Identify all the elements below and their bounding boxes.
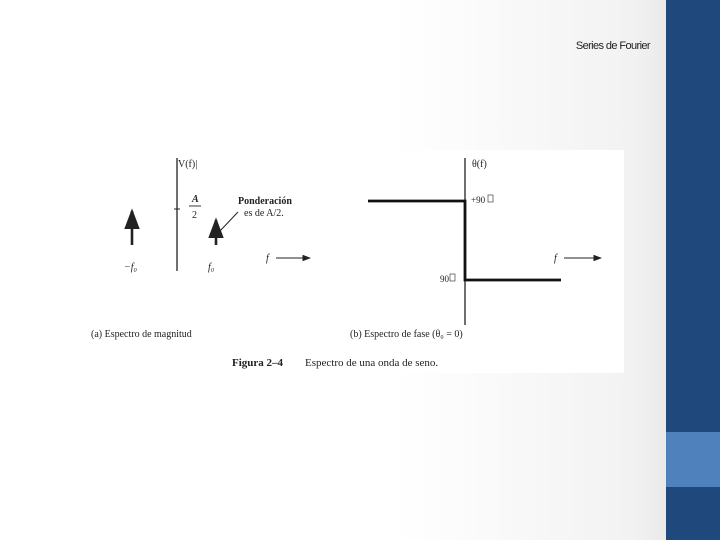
phase-step-trace (368, 201, 561, 280)
annotation-line-2: es de A/2. (244, 208, 284, 219)
phase-panel-title: (b) Espectro de fase (θ₀ = 0) (350, 329, 463, 340)
phase-spectrum-panel (350, 158, 601, 340)
magnitude-panel-title: (a) Espectro de magnitud (91, 329, 192, 340)
slide-title: Series de Fourier (575, 40, 650, 52)
missing-glyph-box (488, 195, 493, 202)
magnitude-x-label: f (266, 253, 269, 264)
phase-y-label: θ(f) (472, 159, 487, 170)
sidebar-accent-block (666, 432, 720, 487)
magnitude-spectrum-panel (91, 158, 310, 340)
weight-label-numerator: A (192, 194, 199, 205)
magnitude-y-label: |V(f)| (176, 159, 198, 170)
missing-glyph-box (450, 274, 455, 281)
annotation-pointer (219, 212, 238, 232)
figure-caption-text: Espectro de una onda de seno. (305, 357, 439, 369)
pos-frequency-label: f₀ (208, 262, 215, 273)
neg-frequency-label: −f₀ (124, 262, 138, 273)
phase-bottom-value: 90 (440, 274, 449, 284)
figure-caption-number: Figura 2–4 (232, 357, 284, 369)
weight-label-denominator: 2 (192, 210, 197, 221)
annotation-line-1: Ponderación (238, 196, 292, 207)
phase-top-value: +90 (471, 195, 486, 205)
figure-svg (88, 150, 624, 373)
fourier-spectrum-figure (88, 150, 624, 373)
phase-x-label: f (554, 253, 557, 264)
